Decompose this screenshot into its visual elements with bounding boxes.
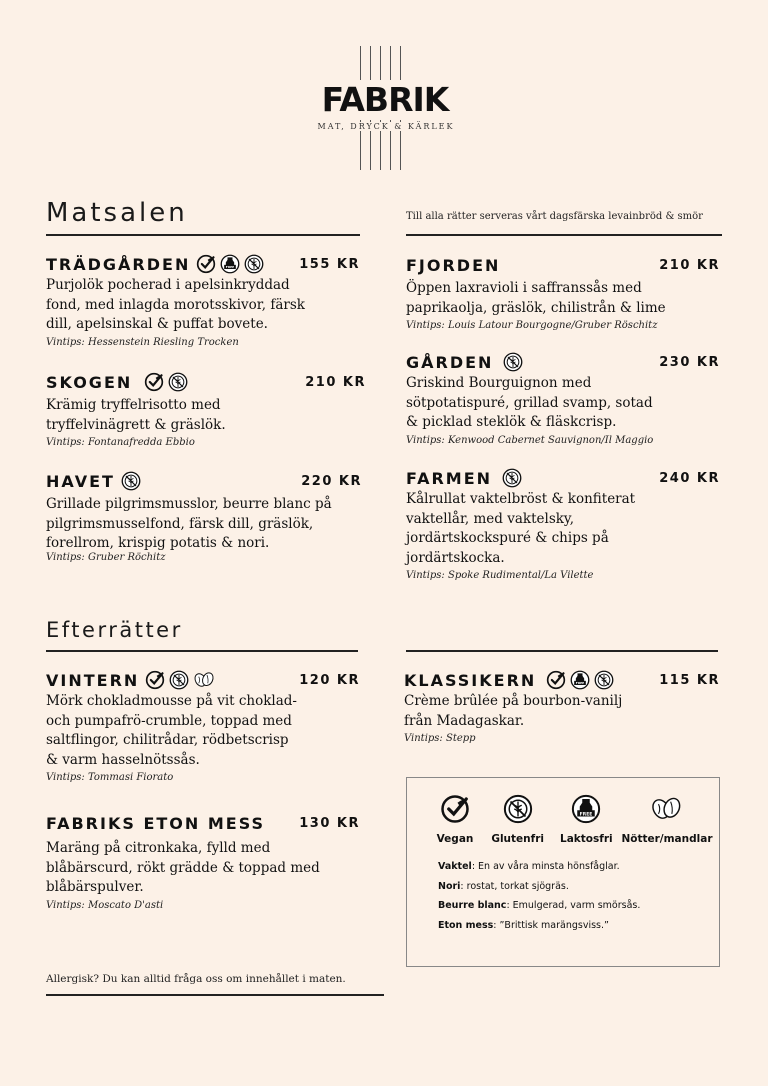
dish-price: 115 KR: [659, 672, 720, 688]
gluten-free-icon: [503, 794, 533, 828]
vegan-icon: [145, 670, 165, 690]
section-title-matsalen: Matsalen: [46, 198, 188, 228]
dish-price: 240 KR: [659, 470, 720, 486]
dish-name: GÅRDEN: [406, 352, 494, 372]
gluten-free-icon: [244, 254, 264, 274]
logo-title: FABRIK: [312, 80, 458, 120]
lactose-free-icon: [220, 254, 240, 274]
glossary: [430, 857, 710, 935]
dish-description: Öppen laxravioli i saffranssås med paprikaolja, gräslök, chilistrån & lime: [406, 280, 666, 316]
wine-tip: Vintips: Fontanafredda Ebbio: [46, 437, 195, 448]
dish-description: Kålrullat vaktelbröst & konfiterat vaktellår, med vaktelsky, jordärtskockspuré & chips på jordärtskocka.: [406, 491, 636, 566]
glossary-item: [438, 896, 710, 916]
dish-price: 210 KR: [659, 258, 720, 273]
diet-icons: [546, 670, 614, 690]
dish-skogen: [46, 372, 366, 448]
vegan-icon: [546, 670, 566, 690]
glossary-item: [438, 916, 710, 936]
dish-name: KLASSIKERN: [404, 670, 537, 690]
wine-tip: Vintips: Louis Latour Bourgogne/Gruber Röschitz: [406, 320, 658, 331]
dish-havet: [46, 471, 362, 563]
nuts-icon: [193, 670, 216, 690]
dish-vintern: [46, 670, 360, 783]
legend-item-glutenfri: [487, 794, 549, 845]
gluten-free-icon: [168, 372, 188, 392]
dish-description: Krämig tryffelrisotto med tryffelvinägrett & gräslök.: [46, 397, 226, 433]
dish-price: 155 KR: [299, 256, 360, 272]
legend-label: Nötter/mandlar: [621, 833, 713, 845]
diet-icons: [196, 254, 264, 274]
divider: [406, 234, 722, 236]
divider: [46, 650, 358, 652]
dish-description: Maräng på citronkaka, fylld med blåbärscurd, rökt grädde & toppad med blåbärspulver.: [46, 840, 320, 895]
dish-price: 130 KR: [299, 816, 360, 831]
dish-name: FABRIKS ETON MESS: [46, 814, 266, 833]
dish-name: FARMEN: [406, 468, 493, 488]
dish-name: FJORDEN: [406, 256, 501, 275]
wine-tip: Vintips: Tommasi Fiorato: [46, 772, 174, 783]
dish-klassikern: [404, 670, 720, 744]
diet-icons: [503, 352, 523, 372]
glossary-definition: : ”Brittisk marängsviss.”: [493, 919, 609, 931]
section-title-efterratter: Efterrätter: [46, 618, 183, 642]
wine-tip: Vintips: Hessenstein Riesling Trocken: [46, 336, 239, 348]
legend-label: Glutenfri: [491, 833, 544, 845]
divider: [46, 994, 384, 996]
lactose-free-icon: [570, 670, 590, 690]
lactose-free-icon: [571, 794, 601, 828]
divider: [406, 650, 718, 652]
bread-note: Till alla rätter serveras vårt dagsfärska levainbröd & smör: [406, 211, 703, 222]
dish-fjorden: [406, 256, 720, 331]
gluten-free-icon: [502, 468, 522, 488]
gluten-free-icon: [503, 352, 523, 372]
wine-tip: Vintips: Spoke Rudimental/La Vilette: [406, 570, 594, 581]
legend-item-notter: [621, 794, 713, 845]
dish-description: Grillade pilgrimsmusslor, beurre blanc på pilgrimsmusselfond, färsk dill, gräslök, forellrom, krispig potatis & nori.: [46, 496, 332, 551]
dish-price: 230 KR: [659, 354, 720, 370]
dish-name: HAVET: [46, 471, 115, 491]
divider: [46, 234, 360, 236]
dish-price: 120 KR: [299, 672, 360, 688]
vegan-icon: [144, 372, 164, 392]
diet-icons: [145, 670, 216, 690]
logo-subtitle: MAT, DRYCK & KÄRLEK: [306, 122, 466, 131]
nuts-icon: [650, 794, 684, 828]
glossary-term: Eton mess: [438, 919, 494, 931]
wine-tip: Vintips: Moscato D'asti: [46, 899, 164, 911]
glossary-term: Nori: [438, 880, 461, 892]
diet-icons: [121, 471, 141, 491]
glossary-term: Beurre blanc: [438, 900, 507, 911]
glossary-term: Vaktel: [438, 861, 472, 872]
legend-label: Vegan: [436, 833, 474, 845]
dish-description: Griskind Bourguignon med sötpotatispuré, grillad svamp, sotad & picklad steklök & fläskcrisp.: [406, 375, 653, 430]
gluten-free-icon: [121, 471, 141, 491]
dish-farmen: [406, 468, 720, 581]
dish-eton-mess: [46, 814, 360, 911]
dish-name: VINTERN: [46, 670, 140, 690]
dish-description: Crème brûlée på bourbon-vanilj från Madagaskar.: [404, 693, 623, 729]
legend: [430, 794, 713, 935]
legend-label: Laktosfri: [560, 833, 613, 845]
glossary-item: [438, 857, 710, 877]
dish-tradgarden: [46, 254, 360, 348]
dish-price: 210 KR: [305, 374, 366, 390]
dish-garden: [406, 352, 720, 446]
legend-item-vegan: [430, 794, 480, 845]
glossary-definition: : rostat, torkat sjögräs.: [460, 880, 569, 892]
dish-price: 220 KR: [301, 473, 362, 489]
dish-name: TRÄDGÅRDEN: [46, 254, 191, 274]
diet-icons: [144, 372, 188, 392]
dish-name: SKOGEN: [46, 372, 133, 392]
dish-description: Purjolök pocherad i apelsinkryddad fond, med inlagda morotsskivor, färsk dill, apelsinskal & puffat bovete.: [46, 277, 305, 332]
dish-description: Mörk chokladmousse på vit choklad- och pumpafrö-crumble, toppad med saltflingor, chilitrådar, rödbetscrisp & varm hasselnötssås.: [46, 693, 297, 768]
wine-tip: Vintips: Gruber Röchitz: [46, 551, 166, 563]
glossary-definition: : En av våra minsta hönsfåglar.: [471, 861, 620, 872]
wine-tip: Vintips: Kenwood Cabernet Sauvignon/Il Maggio: [406, 434, 654, 446]
wine-tip: Vintips: Stepp: [404, 733, 476, 744]
gluten-free-icon: [169, 670, 189, 690]
gluten-free-icon: [594, 670, 614, 690]
vegan-icon: [196, 254, 216, 274]
glossary-definition: : Emulgerad, varm smörsås.: [506, 900, 641, 911]
glossary-item: [438, 877, 710, 897]
allergy-note: Allergisk? Du kan alltid fråga oss om innehållet i maten.: [46, 973, 346, 985]
legend-item-laktosfri: [555, 794, 617, 845]
diet-icons: [502, 468, 522, 488]
vegan-icon: [440, 794, 470, 828]
